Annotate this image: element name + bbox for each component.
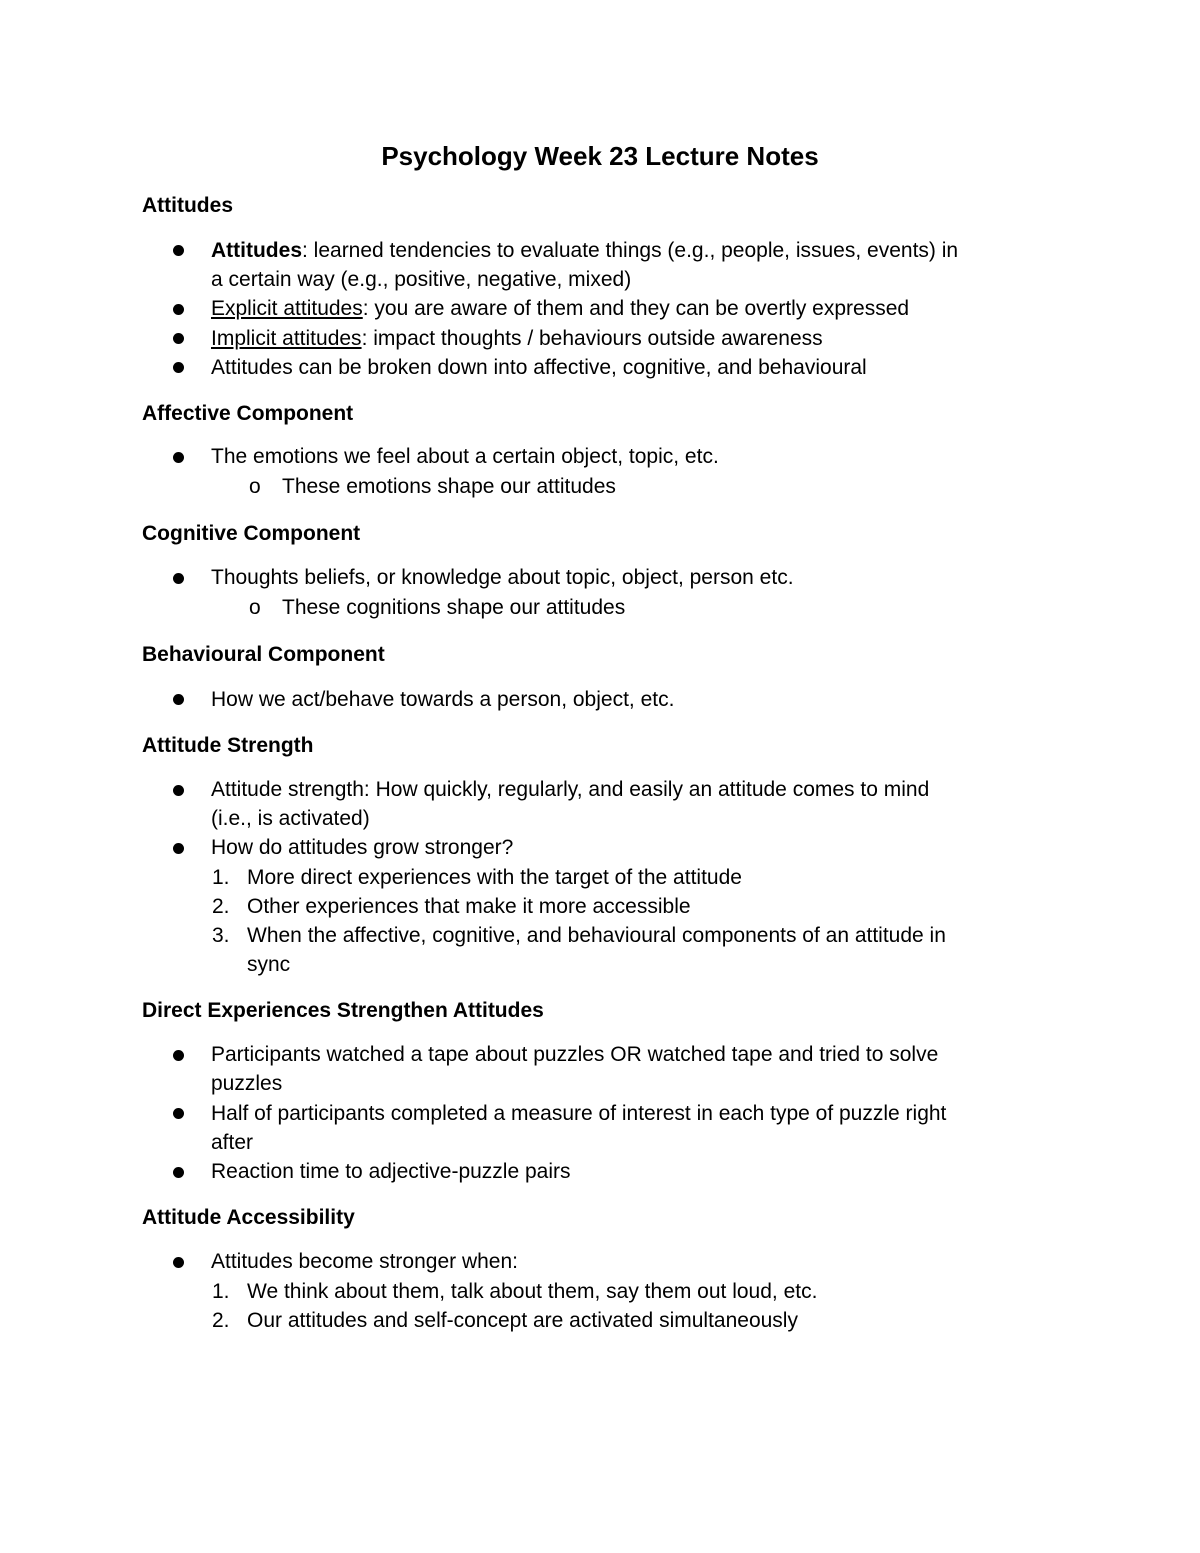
list-item: The emotions we feel about a certain object, topic, etc.	[211, 445, 719, 468]
numbered-item: When the affective, cognitive, and behavioural components of an attitude in	[247, 924, 946, 947]
bullet-icon	[173, 573, 184, 584]
list-item-continuation: a certain way (e.g., positive, negative, mixed)	[211, 268, 632, 291]
list-item-continuation: puzzles	[211, 1072, 283, 1095]
heading-affective-component: Affective Component	[142, 402, 354, 425]
definition-text: : impact thoughts / behaviours outside awareness	[361, 327, 823, 350]
heading-behavioural-component: Behavioural Component	[142, 643, 385, 666]
bullet-icon	[173, 1167, 184, 1178]
document-title: Psychology Week 23 Lecture Notes	[381, 141, 819, 171]
numbered-item-continuation: sync	[247, 953, 291, 976]
bullet-icon	[173, 694, 184, 705]
numbered-item: Our attitudes and self-concept are activated simultaneously	[247, 1309, 798, 1332]
list-item	[211, 294, 909, 323]
bullet-icon	[173, 304, 184, 315]
sub-bullet-icon: o	[249, 475, 261, 498]
bullet-icon	[173, 452, 184, 463]
heading-attitude-strength: Attitude Strength	[142, 734, 314, 757]
list-number: 2.	[212, 895, 230, 918]
list-number: 3.	[212, 924, 230, 947]
sub-list-item: These emotions shape our attitudes	[282, 475, 616, 498]
list-item	[211, 236, 958, 265]
list-item: Thoughts beliefs, or knowledge about topic, object, person etc.	[211, 566, 794, 589]
definition-text: : you are aware of them and they can be overtly expressed	[362, 297, 910, 320]
list-number: 1.	[212, 866, 230, 889]
sub-list-item: These cognitions shape our attitudes	[282, 596, 626, 619]
numbered-item: More direct experiences with the target of the attitude	[247, 866, 742, 889]
list-item: Attitude strength: How quickly, regularly, and easily an attitude comes to mind	[211, 778, 930, 801]
list-item: How we act/behave towards a person, object, etc.	[211, 688, 675, 711]
bullet-icon	[173, 333, 184, 344]
list-item: Attitudes can be broken down into affective, cognitive, and behavioural	[211, 356, 867, 379]
bullet-icon	[173, 245, 184, 256]
numbered-item: We think about them, talk about them, say them out loud, etc.	[247, 1280, 818, 1303]
heading-cognitive-component: Cognitive Component	[142, 522, 361, 545]
list-item-continuation: after	[211, 1131, 254, 1154]
bullet-icon	[173, 1257, 184, 1268]
list-item	[211, 324, 823, 353]
sub-bullet-icon: o	[249, 596, 261, 619]
list-item: Participants watched a tape about puzzles OR watched tape and tried to solve	[211, 1043, 939, 1066]
heading-attitude-accessibility: Attitude Accessibility	[142, 1206, 355, 1229]
bullet-icon	[173, 785, 184, 796]
list-item: Reaction time to adjective-puzzle pairs	[211, 1160, 571, 1183]
heading-attitudes: Attitudes	[142, 194, 233, 217]
list-item: Half of participants completed a measure of interest in each type of puzzle right	[211, 1102, 947, 1125]
term-attitudes: Attitudes	[211, 239, 302, 262]
numbered-item: Other experiences that make it more accessible	[247, 895, 691, 918]
list-item: How do attitudes grow stronger?	[211, 836, 514, 859]
term-implicit-attitudes: Implicit attitudes	[211, 327, 362, 350]
heading-direct-experiences: Direct Experiences Strengthen Attitudes	[142, 999, 544, 1022]
definition-text: : learned tendencies to evaluate things (e.g., people, issues, events) in	[302, 239, 959, 262]
bullet-icon	[173, 362, 184, 373]
bullet-icon	[173, 843, 184, 854]
list-number: 2.	[212, 1309, 230, 1332]
list-item: Attitudes become stronger when:	[211, 1250, 519, 1273]
list-item-continuation: (i.e., is activated)	[211, 807, 370, 830]
list-number: 1.	[212, 1280, 230, 1303]
term-explicit-attitudes: Explicit attitudes	[211, 297, 363, 320]
bullet-icon	[173, 1108, 184, 1119]
bullet-icon	[173, 1050, 184, 1061]
